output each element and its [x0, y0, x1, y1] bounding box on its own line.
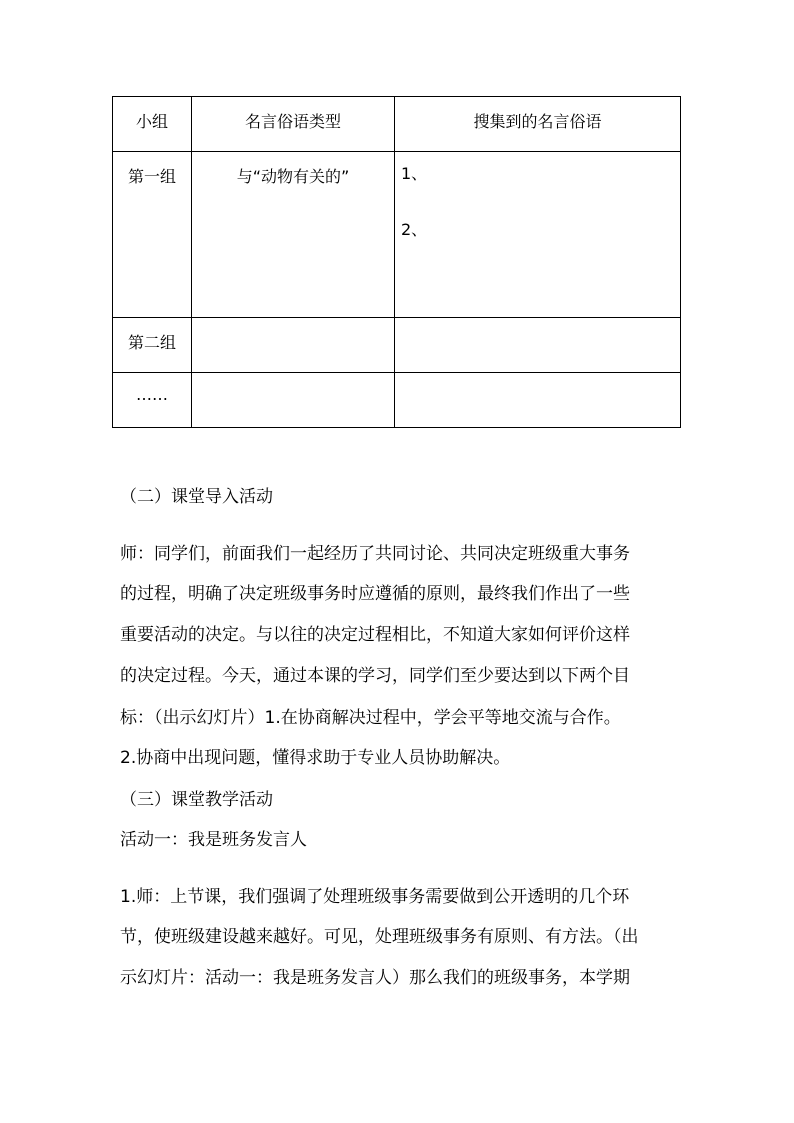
- paragraph-line: 2.协商中出现问题，懂得求助于专业人员协助解决。: [120, 748, 511, 768]
- group-cell: ……: [113, 373, 192, 428]
- table-row: [113, 152, 681, 318]
- header-group: 小组: [113, 97, 192, 152]
- paragraph-line: 1.师：上节课，我们强调了处理班级事务需要做到公开透明的几个环: [120, 887, 630, 907]
- section-heading: （三）课堂教学活动: [120, 790, 273, 810]
- header-items: 搜集到的名言俗语: [395, 97, 681, 152]
- paragraph-line: 师：同学们，前面我们一起经历了共同讨论、共同决定班级重大事务: [120, 544, 630, 564]
- paragraph-line: 标：（出示幻灯片）1.在协商解决过程中，学会平等地交流与合作。: [120, 708, 621, 728]
- paragraph-line: 重要活动的决定。与以往的决定过程相比，不知道大家如何评价这样: [120, 625, 630, 645]
- item-entry: 2、: [401, 220, 428, 239]
- paragraph-line: 节，使班级建设越来越好。可见，处理班级事务有原则、有方法。（出: [120, 927, 639, 947]
- collection-table: [112, 96, 681, 428]
- table-header-row: [113, 97, 681, 152]
- items-cell: [395, 318, 681, 373]
- activity-title: 活动一：我是班务发言人: [120, 830, 307, 850]
- paragraph-line: 的决定过程。今天，通过本课的学习，同学们至少要达到以下两个目: [120, 666, 630, 686]
- group-cell: 第一组: [113, 152, 192, 318]
- table-row: [113, 373, 681, 428]
- items-cell: [395, 373, 681, 428]
- type-cell: 与“动物有关的”: [192, 152, 395, 318]
- item-entry: 1、: [401, 164, 428, 183]
- group-cell: 第二组: [113, 318, 192, 373]
- paragraph-line: 示幻灯片：活动一：我是班务发言人）那么我们的班级事务，本学期: [120, 968, 630, 988]
- table-row: [113, 318, 681, 373]
- paragraph-line: 的过程，明确了决定班级事务时应遵循的原则，最终我们作出了一些: [120, 584, 630, 604]
- header-type: 名言俗语类型: [192, 97, 395, 152]
- type-cell: [192, 318, 395, 373]
- section-heading: （二）课堂导入活动: [120, 487, 273, 507]
- items-cell: [395, 152, 681, 318]
- type-cell: [192, 373, 395, 428]
